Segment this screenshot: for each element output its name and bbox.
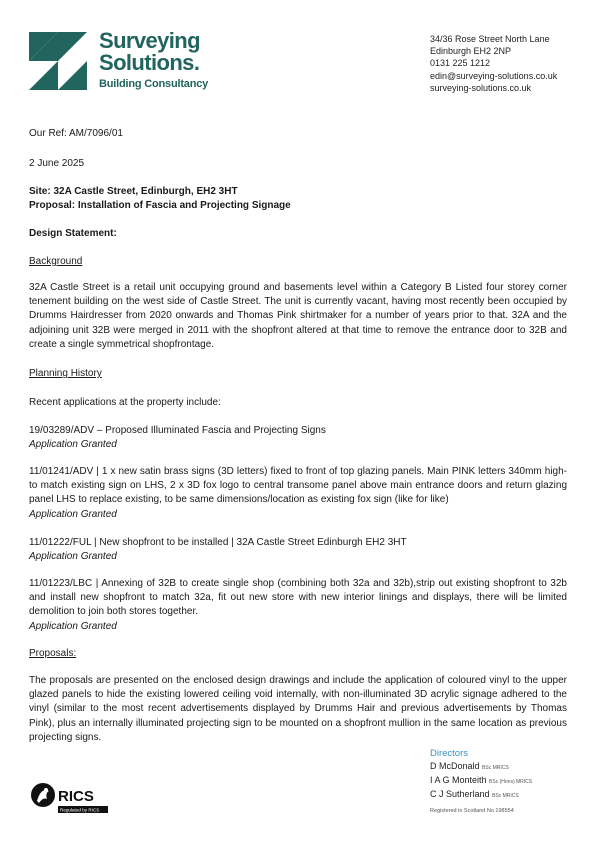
brand-block xyxy=(99,30,208,90)
rics-logo-icon xyxy=(29,779,111,815)
design-statement-heading: Design Statement: xyxy=(29,228,117,239)
our-reference: Our Ref: AM/7096/01 xyxy=(29,128,123,139)
application-status: Application Granted xyxy=(29,551,117,563)
application-entry xyxy=(29,577,567,634)
directors-block xyxy=(430,748,532,802)
application-entry xyxy=(29,536,567,564)
address-line: Edinburgh EH2 2NP xyxy=(430,46,512,57)
application-status: Application Granted xyxy=(29,620,117,632)
rics-subtext: Regulated by RICS xyxy=(60,807,100,813)
director-name: D McDonald xyxy=(430,761,480,771)
application-entry xyxy=(29,465,567,522)
director-entry xyxy=(430,760,532,774)
site-proposal-block xyxy=(29,185,567,213)
company-logo-icon xyxy=(29,32,87,90)
director-name: I A G Monteith xyxy=(430,775,487,785)
background-paragraph: 32A Castle Street is a retail unit occupying ground and basements level within a Category B Listed four storey corner tenement building on the west side of Castle Street. The unit is currently vacant, having most recently been occupied by Drumms Hairdresser from 2020 onwards and Thomas Pink shirtmaker for a number of years prior to that. 32A and the adjoining unit 32B were merged in 2011 with the shopfront altered at that time to remove the entrance door to 32B and create a single symmetrical shopfrontage. xyxy=(29,282,567,350)
director-entry xyxy=(430,774,532,788)
application-text: 11/01241/ADV | 1 x new satin brass signs (3D letters) fixed to front of top glazing panels. Main PINK letters 340mm high- to match existing sign on LHS, 2 x 3D fox logo to central transome panel above main entrance doors and return glazing panel LHS to replace existing, to be same dimensions/location as existing fox sign (like for like) xyxy=(29,466,567,506)
proposals-heading: Proposals: xyxy=(29,648,77,659)
application-status: Application Granted xyxy=(29,508,117,520)
application-text: 11/01223/LBC | Annexing of 32B to create single shop (combining both 32a and 32b),strip out existing shopfront to 32b and install new shopfront to match 32a, fit out new store with new interior linings and displays, there will be limited demolition to join both stores together. xyxy=(29,578,567,618)
planning-history-heading: Planning History xyxy=(29,368,102,379)
application-text: 19/03289/ADV – Proposed Illuminated Fascia and Projecting Signs xyxy=(29,425,326,436)
proposals-paragraph: The proposals are presented on the enclosed design drawings and include the application of coloured vinyl to the upper glazed panels to hide the existing lowered ceiling void internally, with non-illuminated 3D acrylic signage adhered to the vinyl (similar to the most recent advertisements displayed by Drumms Hair and previous advertisements by Thomas Pink), plus an internally illuminated projecting sign to be mounted on a shopfront mullion in the same location as previous projecting signs. xyxy=(29,675,567,743)
website-link[interactable]: surveying-solutions.co.uk xyxy=(430,82,532,93)
email-address[interactable]: edin@surveying-solutions.co.uk xyxy=(430,70,558,81)
application-text: 11/01222/FUL | New shopfront to be installed | 32A Castle Street Edinburgh EH2 3HT xyxy=(29,537,407,548)
brand-name-line1: Surveying xyxy=(99,28,200,53)
directors-title: Directors xyxy=(430,748,469,759)
director-entry xyxy=(430,788,532,802)
application-entry xyxy=(29,424,567,452)
address-line: 34/36 Rose Street North Lane xyxy=(430,34,550,44)
director-quals: BSc MRICS xyxy=(482,765,509,771)
background-heading: Background xyxy=(29,256,83,267)
director-name: C J Sutherland xyxy=(430,789,490,799)
proposal-line: Proposal: Installation of Fascia and Projecting Signage xyxy=(29,200,291,212)
application-status: Application Granted xyxy=(29,439,117,451)
company-address xyxy=(430,33,557,94)
brand-name-line2: Solutions. xyxy=(99,50,200,75)
director-quals: BSc (Hons) MRICS xyxy=(489,779,533,785)
phone-number: 0131 225 1212 xyxy=(430,58,491,69)
recent-applications-intro: Recent applications at the property include: xyxy=(29,397,221,408)
rics-text: RICS xyxy=(58,788,94,805)
director-quals: BSc MRICS xyxy=(492,793,519,799)
site-line: Site: 32A Castle Street, Edinburgh, EH2 3HT xyxy=(29,186,238,197)
company-registration: Registered in Scotland No 198554 xyxy=(430,808,514,814)
brand-subtitle: Building Consultancy xyxy=(99,78,209,90)
letter-date: 2 June 2025 xyxy=(29,158,85,169)
